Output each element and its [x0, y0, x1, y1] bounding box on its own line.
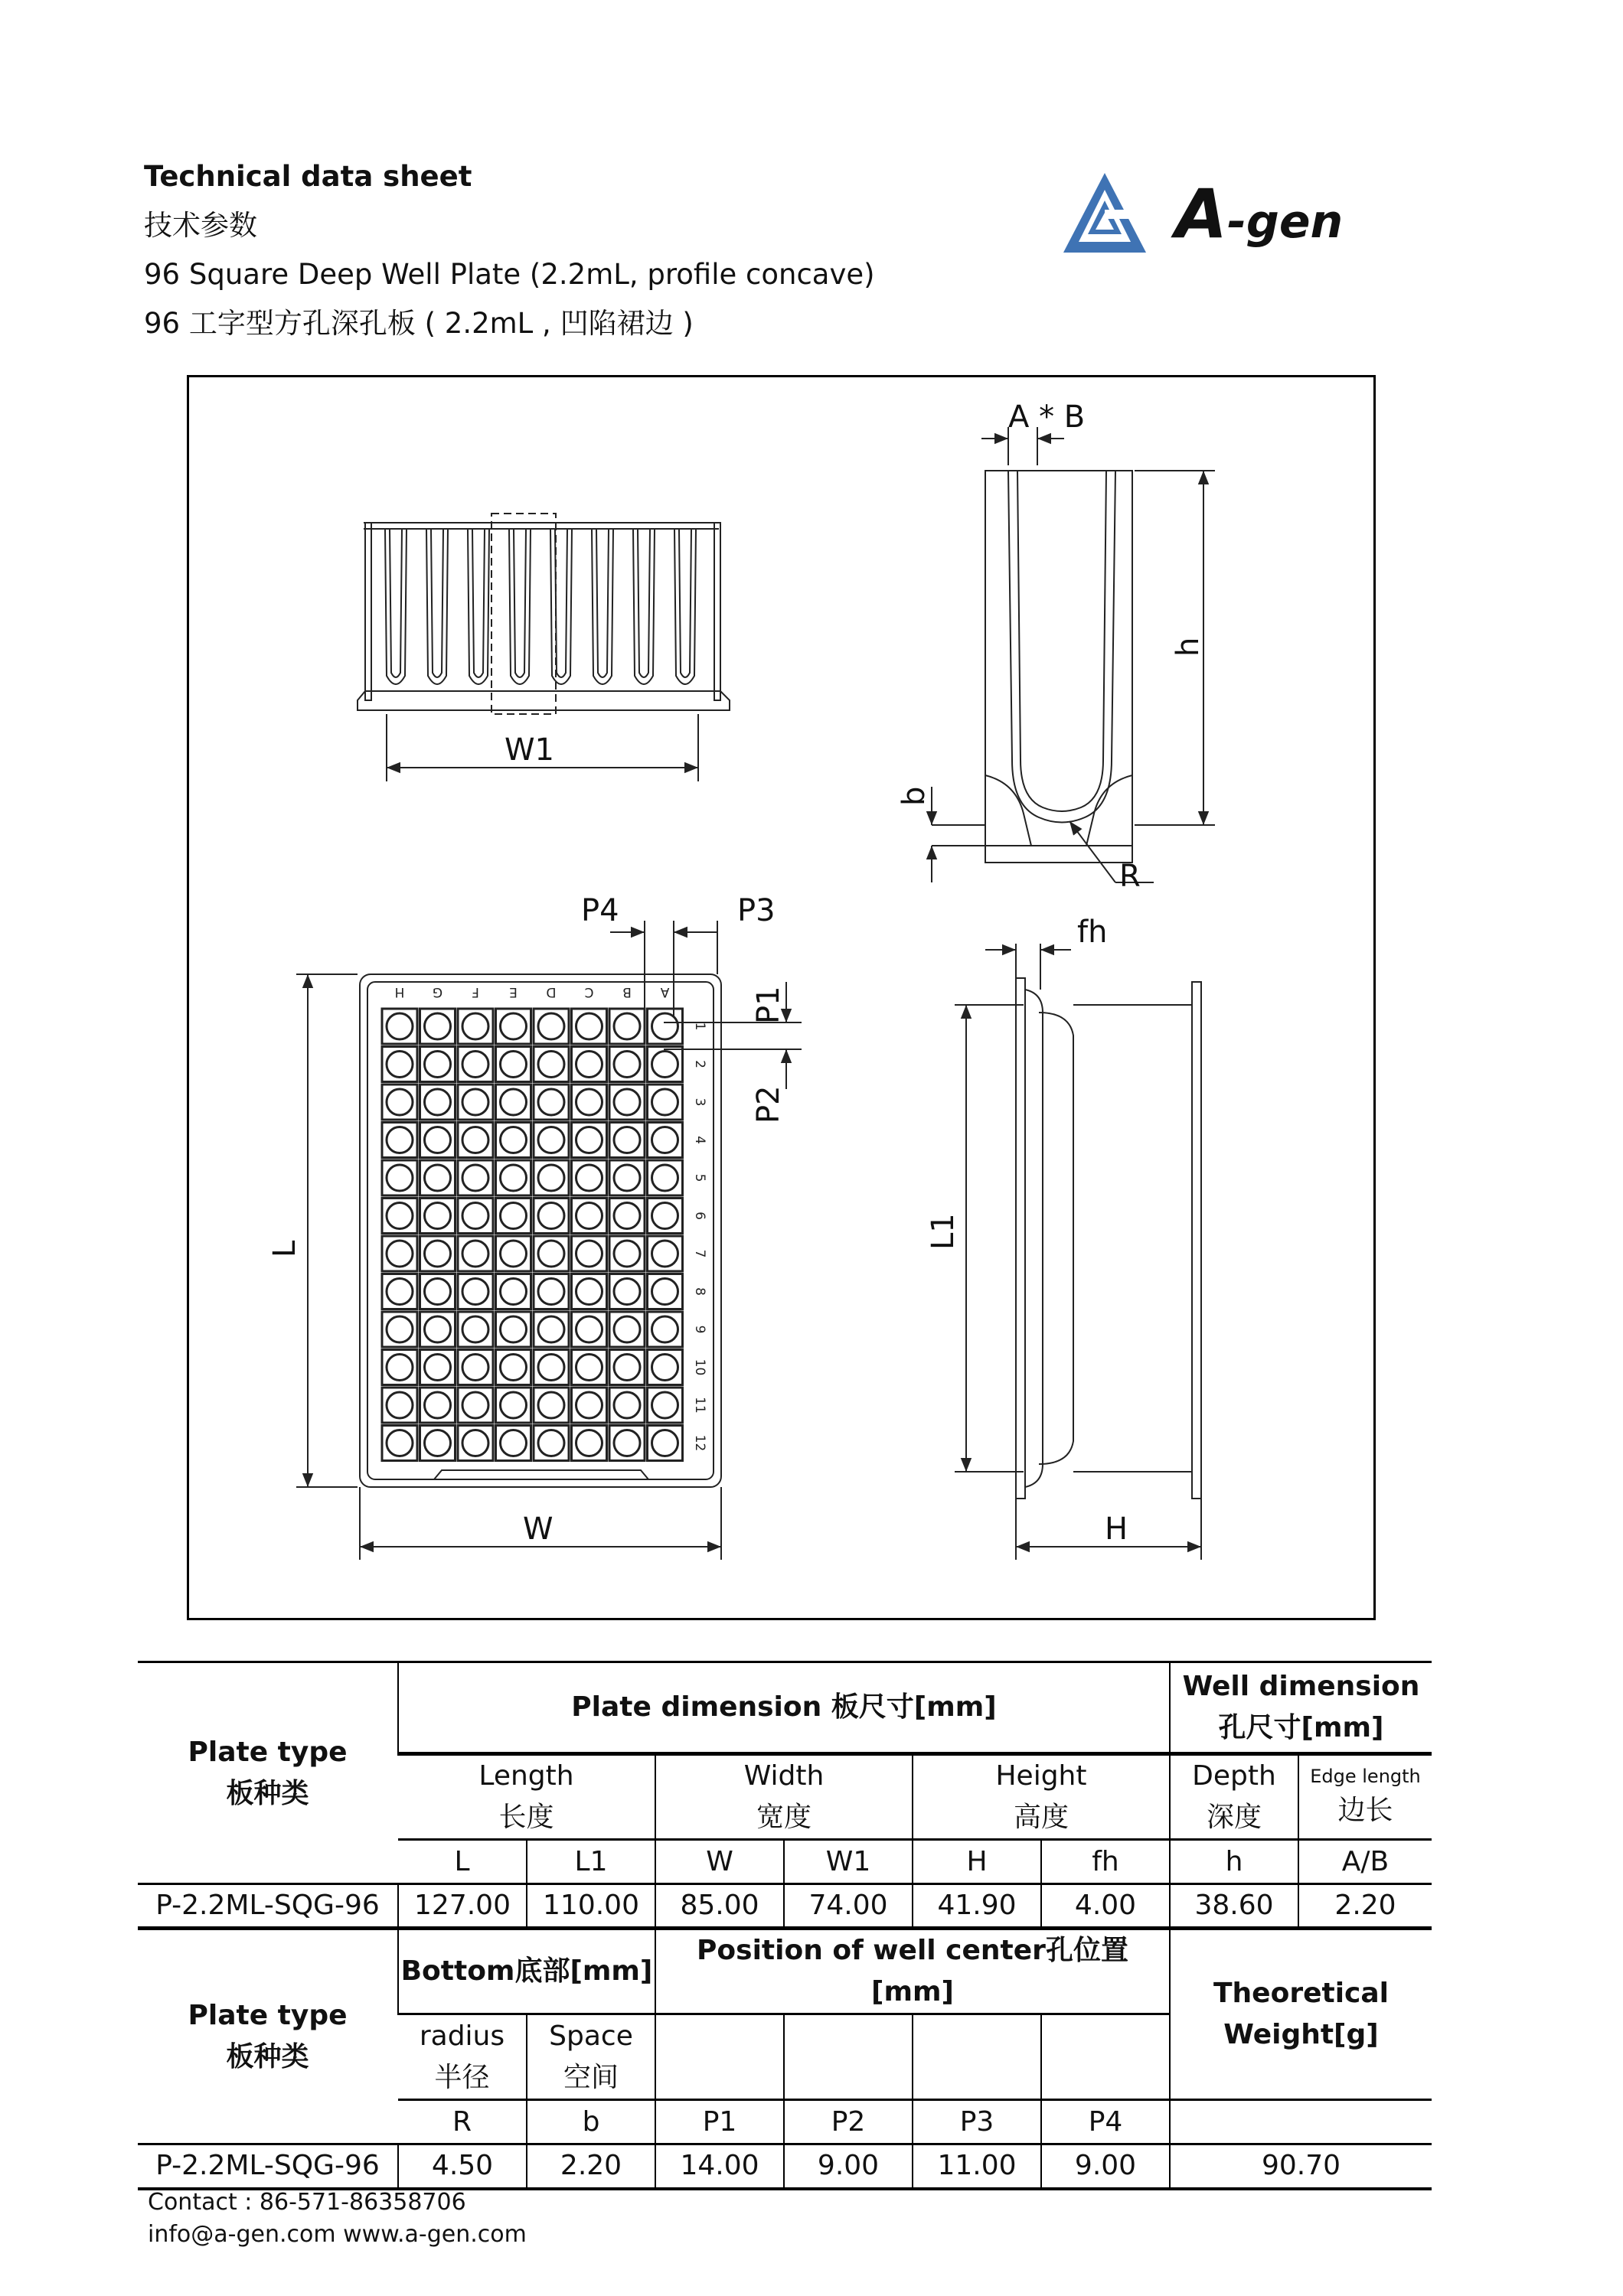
row-letter: H	[394, 984, 405, 1000]
well-dimension-header: Well dimension	[1182, 1671, 1420, 1702]
well-tube-inner	[596, 529, 609, 677]
well-circle	[387, 1279, 413, 1305]
well-circle	[425, 1392, 451, 1418]
well-circle	[462, 1241, 488, 1267]
row-letter: G	[432, 984, 443, 1000]
well-circle	[501, 1241, 527, 1267]
well-circle	[652, 1279, 678, 1305]
well-tube-inner	[638, 529, 650, 677]
well-circle	[614, 1279, 640, 1305]
column-number: 8	[692, 1287, 707, 1296]
well-circle	[614, 1127, 640, 1153]
plate-dimension-header: Plate dimension 板尺寸[mm]	[398, 1662, 1170, 1754]
product-cn: 96 工字型方孔深孔板 ( 2.2mL , 凹陷裙边 )	[144, 307, 694, 340]
well-circle	[387, 1089, 413, 1115]
well-circle	[538, 1241, 564, 1267]
column-number: 3	[692, 1097, 707, 1107]
well-tube	[633, 529, 655, 684]
well-circle	[614, 1203, 640, 1229]
well-circle	[501, 1279, 527, 1305]
title-cn: 技术参数	[144, 209, 257, 242]
well-circle	[425, 1279, 451, 1305]
well-circle	[387, 1203, 413, 1229]
well-circle	[576, 1203, 603, 1229]
well-circle	[614, 1430, 640, 1456]
well-circle	[501, 1052, 527, 1078]
well-circle	[538, 1127, 564, 1153]
plate-top-view	[360, 974, 721, 1487]
row-letter: D	[546, 984, 557, 1000]
column-number: 1	[692, 1022, 707, 1031]
label-p3: P3	[737, 893, 776, 928]
label-b: b	[896, 786, 932, 806]
well-circle	[462, 1430, 488, 1456]
well-circle	[425, 1316, 451, 1342]
well-circle	[462, 1089, 488, 1115]
well-circle	[652, 1052, 678, 1078]
well-circle	[538, 1165, 564, 1191]
well-tube	[509, 529, 531, 684]
well-circle	[538, 1203, 564, 1229]
contact-phone: Contact : 86-571-86358706	[148, 2189, 466, 2216]
well-tube	[592, 529, 613, 684]
well-circle	[462, 1013, 488, 1039]
well-circle	[652, 1203, 678, 1229]
label-fh: fh	[1077, 915, 1108, 950]
well-circle	[462, 1392, 488, 1418]
column-number: 4	[692, 1136, 707, 1144]
row-letter: F	[472, 984, 479, 1000]
row-letter: B	[622, 984, 632, 1000]
label-r: R	[1119, 859, 1141, 894]
label-h-height: H	[1105, 1512, 1128, 1547]
well-circle	[501, 1392, 527, 1418]
well-section-view	[985, 471, 1132, 863]
well-circle	[538, 1316, 564, 1342]
label-ab: A * B	[1008, 400, 1086, 435]
well-tube-inner	[390, 529, 402, 677]
front-view	[358, 514, 730, 714]
well-circle	[652, 1316, 678, 1342]
well-circle	[425, 1127, 451, 1153]
well-circle	[538, 1013, 564, 1039]
well-circle	[501, 1430, 527, 1456]
well-circle	[614, 1089, 640, 1115]
well-tube-inner	[431, 529, 443, 677]
row-letter: A	[660, 984, 670, 1000]
well-circle	[576, 1241, 603, 1267]
label-h: h	[1171, 637, 1206, 657]
well-circle	[387, 1392, 413, 1418]
column-number: 2	[692, 1060, 707, 1068]
label-p1: P1	[751, 986, 786, 1024]
well-circle	[614, 1013, 640, 1039]
position-header: Position of well center孔位置[mm]	[655, 1929, 1170, 2014]
product-en: 96 Square Deep Well Plate (2.2mL, profile concave)	[144, 258, 875, 291]
well-circle	[538, 1052, 564, 1078]
well-circle	[462, 1127, 488, 1153]
column-number: 9	[692, 1325, 707, 1334]
well-circle	[614, 1052, 640, 1078]
well-circle	[501, 1316, 527, 1342]
well-tube	[385, 529, 407, 684]
well-circle	[614, 1355, 640, 1381]
well-circle	[425, 1203, 451, 1229]
well-circle	[576, 1089, 603, 1115]
well-circle	[576, 1430, 603, 1456]
well-circle	[576, 1355, 603, 1381]
logo-gen: -gen	[1227, 195, 1344, 249]
label-l1: L1	[926, 1213, 961, 1250]
well-circle	[387, 1127, 413, 1153]
well-circle	[425, 1013, 451, 1039]
well-circle	[425, 1355, 451, 1381]
well-circle	[652, 1241, 678, 1267]
well-circle	[614, 1316, 640, 1342]
table-row: P-2.2ML-SQG-96 127.00 110.00 85.00 74.00 41.90 4.00 38.60 2.20	[138, 1884, 1432, 1929]
well-circle	[576, 1013, 603, 1039]
bottom-header: Bottom底部[mm]	[398, 1929, 655, 2014]
well-circle	[652, 1355, 678, 1381]
well-circle	[538, 1279, 564, 1305]
plate-side-view	[1016, 978, 1201, 1499]
well-circle	[614, 1165, 640, 1191]
column-number: 6	[692, 1212, 707, 1220]
label-w: W	[523, 1512, 554, 1547]
well-circle	[425, 1241, 451, 1267]
a-gen-logo	[1060, 170, 1382, 258]
well-circle	[652, 1127, 678, 1153]
well-circle	[462, 1316, 488, 1342]
well-circle	[538, 1392, 564, 1418]
well-circle	[501, 1165, 527, 1191]
well-tube	[468, 529, 489, 684]
column-number: 5	[692, 1173, 707, 1182]
column-number: 11	[692, 1397, 707, 1414]
well-circle	[576, 1052, 603, 1078]
spec-table: Plate type 板种类 Plate dimension 板尺寸[mm] Well dimension 孔尺寸[mm] Length 长度 Width 宽度 Height 高度 Depth 深度 Edge length 边长 L L1 W W1 H fh h A/B P-2.2ML-SQG-96 127.00 110.00 85.00 74.00 41.90 4.00 38.60 2.20 Plate type 板种类 Bottom底部[mm] Position of well center孔位置[mm] Theoretical Weight[g] radius 半径 Space 空间 R b P1 P2 P3 P4 P-2.2ML-SQG-96 4.50 2.20 14.00 9.00 11.00 9.00 90.70	[138, 1661, 1432, 2190]
well-circle	[652, 1392, 678, 1418]
well-circle	[462, 1165, 488, 1191]
well-circle	[387, 1241, 413, 1267]
label-w1: W1	[505, 732, 554, 768]
well-circle	[652, 1430, 678, 1456]
well-circle	[652, 1165, 678, 1191]
well-tube-inner	[514, 529, 526, 677]
well-circle	[462, 1355, 488, 1381]
well-circle	[501, 1013, 527, 1039]
label-l: L	[267, 1240, 302, 1257]
well-circle	[425, 1165, 451, 1191]
well-tube-inner	[679, 529, 691, 677]
column-number: 10	[692, 1358, 707, 1376]
label-p4: P4	[581, 893, 619, 928]
well-tube-inner	[472, 529, 485, 677]
well-circle	[576, 1127, 603, 1153]
table-row: P-2.2ML-SQG-96 4.50 2.20 14.00 9.00 11.00 9.00 90.70	[138, 2144, 1432, 2189]
well-circle	[614, 1241, 640, 1267]
well-circle	[501, 1089, 527, 1115]
row-letter: E	[509, 984, 518, 1000]
well-circle	[501, 1203, 527, 1229]
well-circle	[576, 1316, 603, 1342]
well-circle	[462, 1052, 488, 1078]
well-tube	[426, 529, 448, 684]
well-circle	[387, 1013, 413, 1039]
well-circle	[387, 1430, 413, 1456]
well-tube-inner	[555, 529, 567, 677]
well-circle	[425, 1052, 451, 1078]
well-circle	[501, 1127, 527, 1153]
logo-a: A	[1175, 174, 1228, 253]
well-circle	[538, 1430, 564, 1456]
well-circle	[538, 1355, 564, 1381]
contact-web[interactable]: info@a-gen.com www.a-gen.com	[148, 2221, 527, 2248]
well-circle	[387, 1165, 413, 1191]
row-letter: C	[584, 984, 594, 1000]
well-circle	[576, 1392, 603, 1418]
weight-header: Theoretical	[1213, 1978, 1390, 2009]
column-number: 7	[692, 1249, 707, 1258]
well-circle	[652, 1013, 678, 1039]
well-circle	[425, 1089, 451, 1115]
well-circle	[387, 1052, 413, 1078]
column-number: 12	[692, 1434, 707, 1452]
well-circle	[462, 1279, 488, 1305]
well-circle	[576, 1165, 603, 1191]
well-circle	[652, 1089, 678, 1115]
well-circle	[501, 1355, 527, 1381]
triangle-logo-icon	[1063, 173, 1151, 253]
plate-type-header: Plate type	[188, 1736, 348, 1768]
well-circle	[425, 1430, 451, 1456]
label-p2: P2	[751, 1085, 786, 1124]
well-circle	[387, 1316, 413, 1342]
well-circle	[614, 1392, 640, 1418]
well-tube	[550, 529, 572, 684]
technical-drawing	[187, 375, 1376, 1620]
title-en: Technical data sheet	[144, 160, 472, 193]
well-circle	[576, 1279, 603, 1305]
well-circle	[387, 1355, 413, 1381]
well-tube	[674, 529, 696, 684]
well-circle	[462, 1203, 488, 1229]
well-circle	[538, 1089, 564, 1115]
